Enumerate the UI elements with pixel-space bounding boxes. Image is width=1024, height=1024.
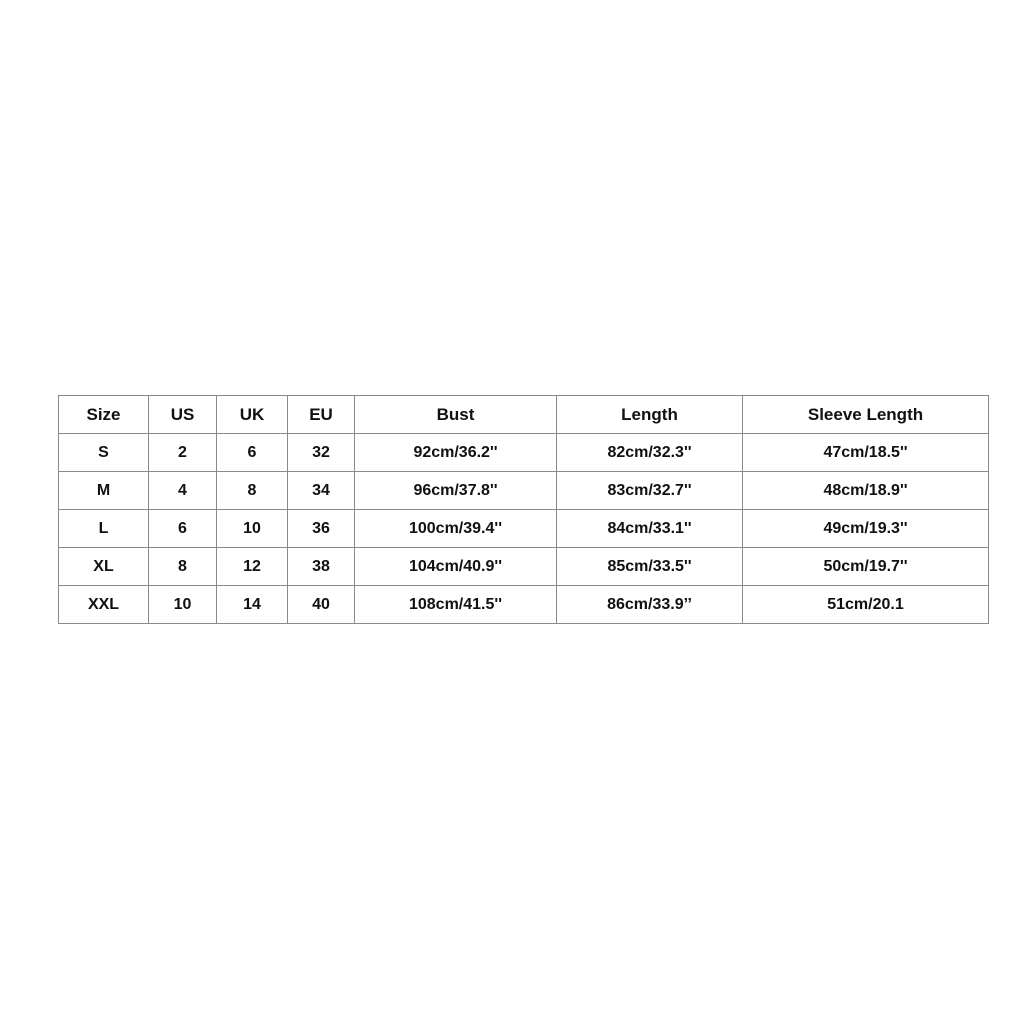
cell-uk: 10: [217, 510, 288, 548]
cell-us: 6: [149, 510, 217, 548]
cell-eu: 36: [288, 510, 355, 548]
header-size: Size: [59, 396, 149, 434]
cell-size: XL: [59, 548, 149, 586]
header-bust: Bust: [355, 396, 557, 434]
cell-length: 83cm/32.7'': [557, 472, 743, 510]
cell-sleeve-length: 50cm/19.7'': [743, 548, 989, 586]
cell-us: 8: [149, 548, 217, 586]
cell-us: 10: [149, 586, 217, 624]
cell-bust: 96cm/37.8'': [355, 472, 557, 510]
size-chart-table: [58, 395, 989, 624]
header-eu: EU: [288, 396, 355, 434]
cell-eu: 40: [288, 586, 355, 624]
cell-length: 82cm/32.3'': [557, 434, 743, 472]
cell-uk: 6: [217, 434, 288, 472]
header-sleeve-length: Sleeve Length: [743, 396, 989, 434]
cell-sleeve-length: 47cm/18.5'': [743, 434, 989, 472]
cell-length: 84cm/33.1'': [557, 510, 743, 548]
cell-uk: 8: [217, 472, 288, 510]
table-row: [59, 548, 989, 586]
header-uk: UK: [217, 396, 288, 434]
cell-sleeve-length: 48cm/18.9'': [743, 472, 989, 510]
cell-sleeve-length: 51cm/20.1: [743, 586, 989, 624]
cell-eu: 32: [288, 434, 355, 472]
table-row: [59, 510, 989, 548]
cell-bust: 104cm/40.9'': [355, 548, 557, 586]
header-row: [59, 396, 989, 434]
table-row: [59, 586, 989, 624]
cell-size: S: [59, 434, 149, 472]
cell-uk: 12: [217, 548, 288, 586]
header-us: US: [149, 396, 217, 434]
cell-eu: 38: [288, 548, 355, 586]
cell-size: L: [59, 510, 149, 548]
table-row: [59, 472, 989, 510]
cell-eu: 34: [288, 472, 355, 510]
cell-bust: 100cm/39.4'': [355, 510, 557, 548]
cell-bust: 108cm/41.5'': [355, 586, 557, 624]
cell-bust: 92cm/36.2'': [355, 434, 557, 472]
header-length: Length: [557, 396, 743, 434]
table-row: [59, 434, 989, 472]
cell-us: 2: [149, 434, 217, 472]
cell-length: 86cm/33.9’’: [557, 586, 743, 624]
cell-us: 4: [149, 472, 217, 510]
cell-sleeve-length: 49cm/19.3'': [743, 510, 989, 548]
cell-size: M: [59, 472, 149, 510]
cell-length: 85cm/33.5'': [557, 548, 743, 586]
cell-size: XXL: [59, 586, 149, 624]
cell-uk: 14: [217, 586, 288, 624]
